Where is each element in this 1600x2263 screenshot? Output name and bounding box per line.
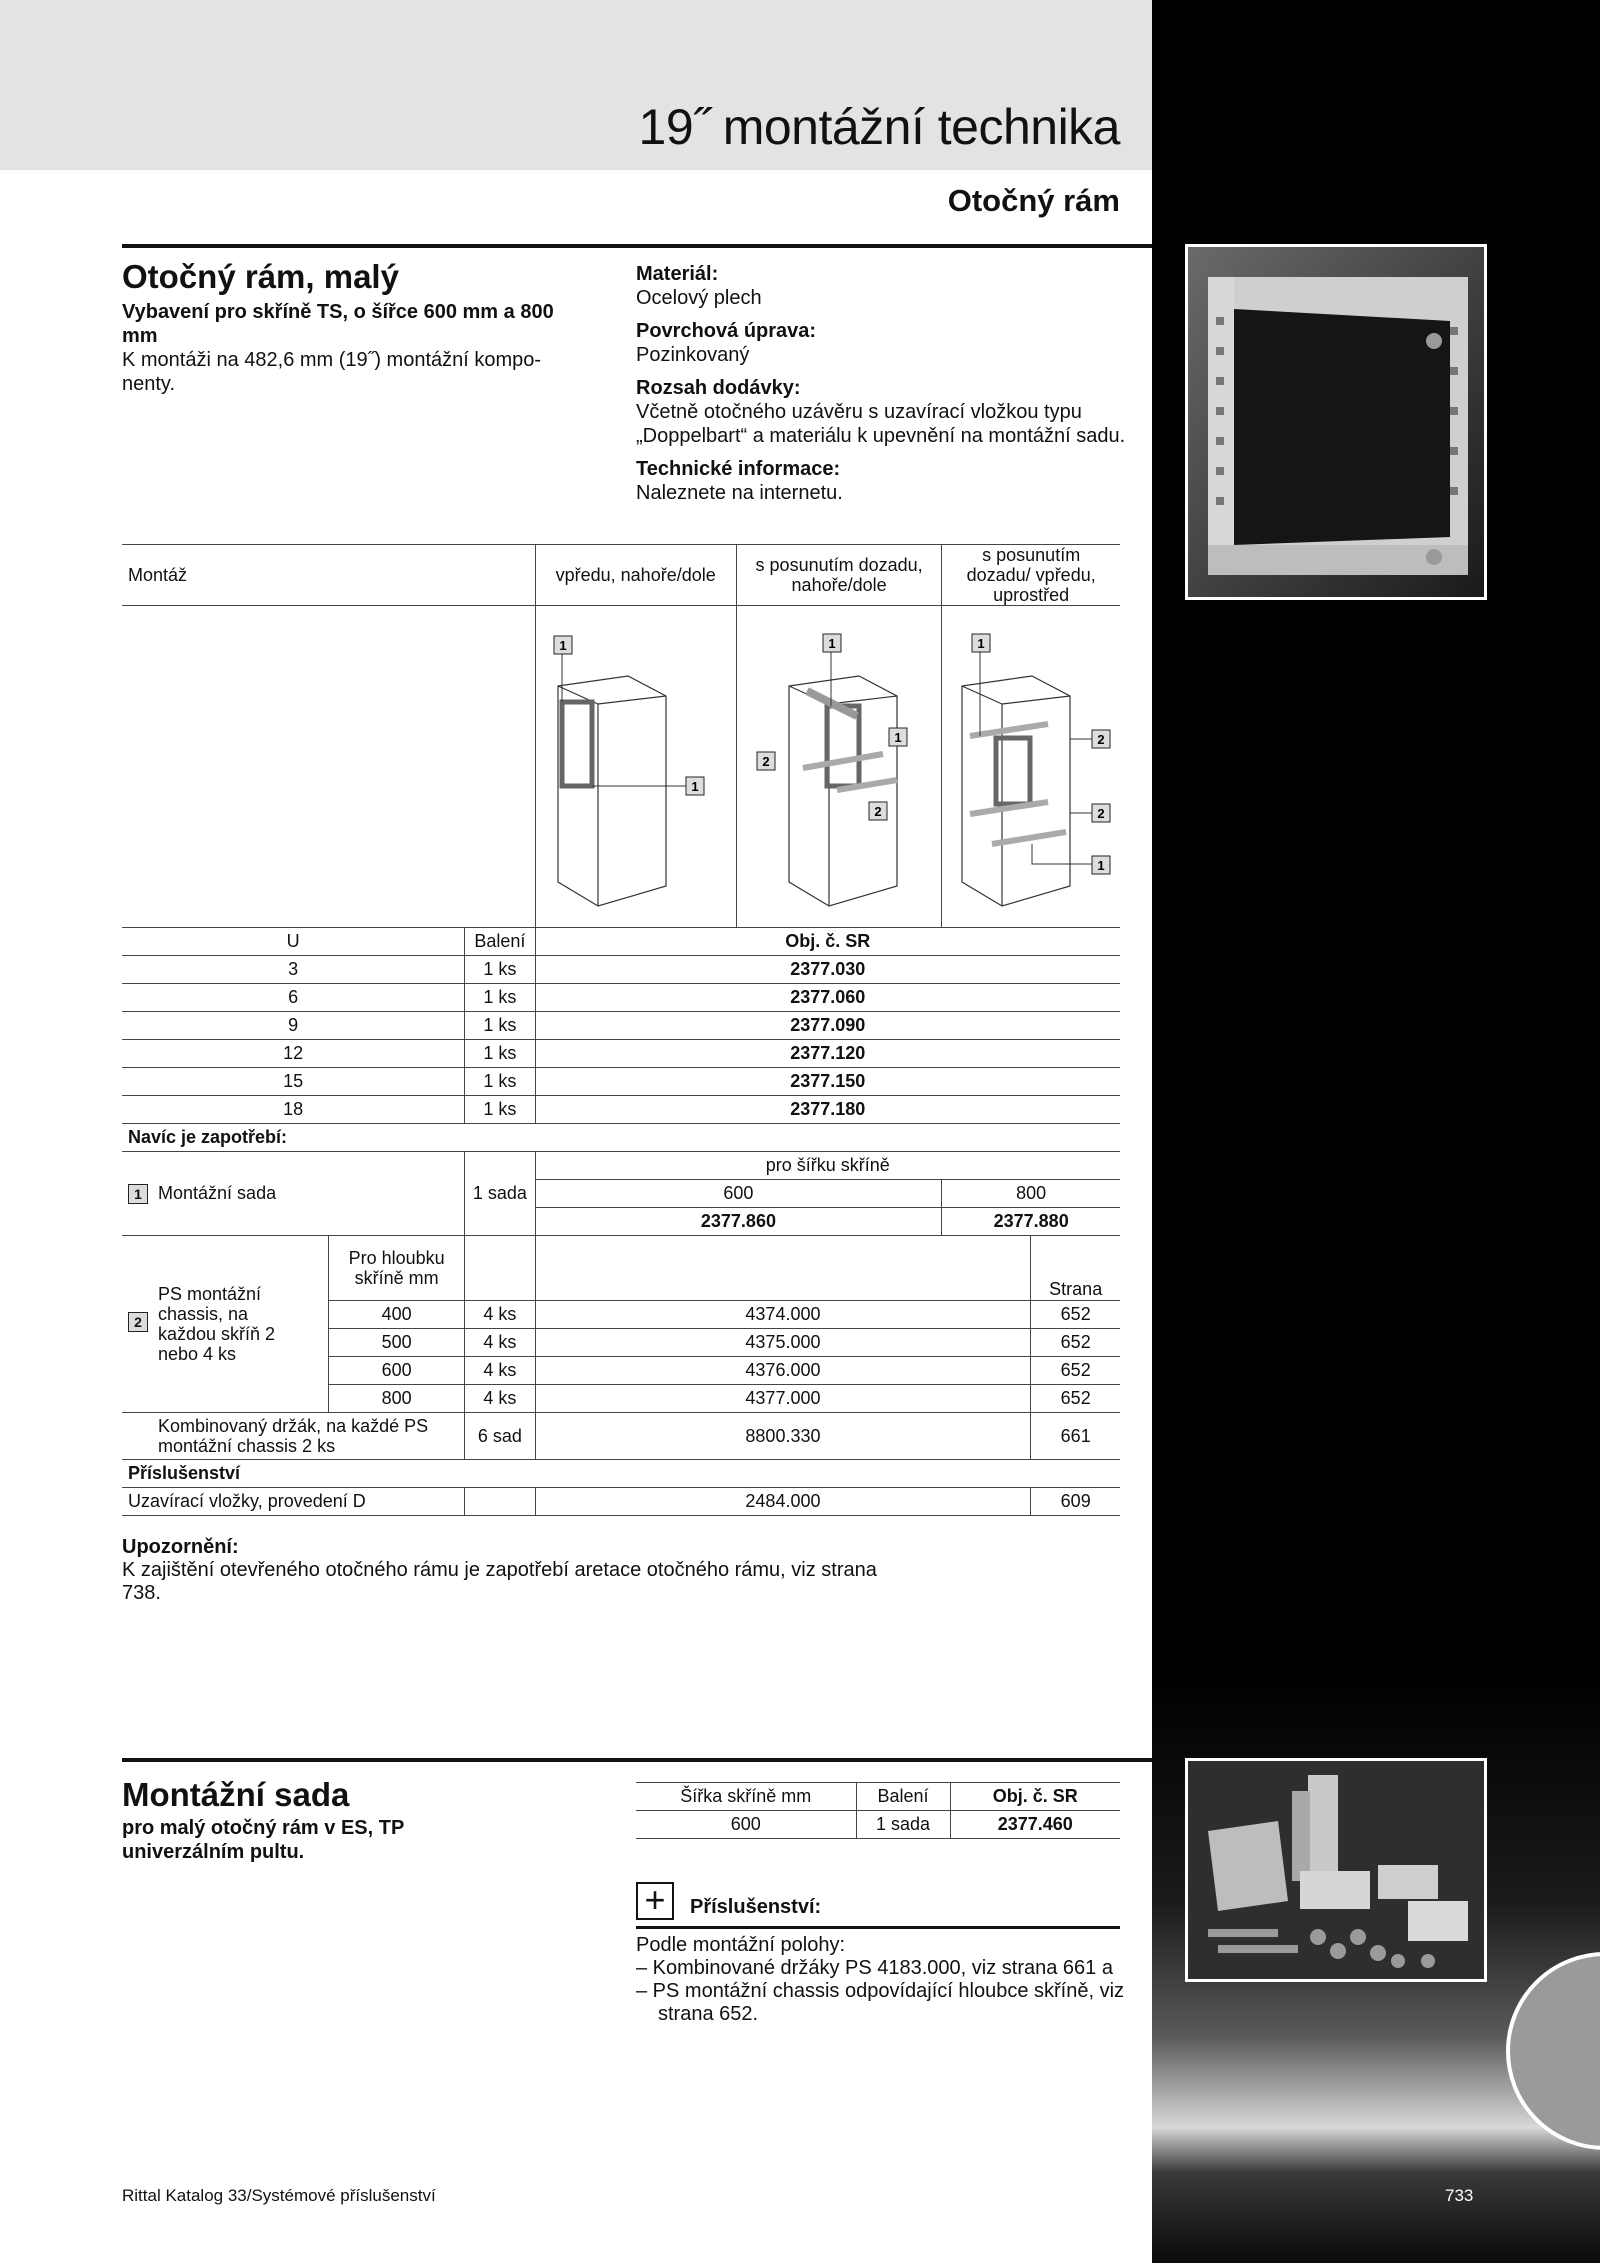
combo-strana: 661 — [1031, 1413, 1120, 1460]
mounting-kit-photo — [1185, 1758, 1487, 1982]
cell-baleni: 1 ks — [465, 956, 535, 984]
kit-width-label: pro šířku skříně — [535, 1152, 1120, 1180]
combo-name: Kombinovaný držák, na každé PS montážní chassis 2 ks — [122, 1413, 465, 1460]
spec-value: Pozinkovaný — [636, 344, 750, 366]
mount-col-header: vpředu, nahoře/dole — [535, 545, 736, 606]
cell-baleni: 1 ks — [465, 1040, 535, 1068]
mount-diagram-middle — [942, 606, 1120, 928]
svg-text:1: 1 — [690, 779, 699, 794]
combo-obj: 8800.330 — [535, 1413, 1031, 1460]
cell-depth: 800 — [329, 1385, 465, 1413]
cell-strana: 652 — [1031, 1357, 1120, 1385]
page-number: 733 — [1445, 2186, 1474, 2205]
section2-title: Montážní sada — [122, 1776, 350, 1813]
callout-number: 1 — [128, 1184, 148, 1204]
ps-depth-label: Pro hloubku skříně mm — [329, 1236, 465, 1301]
col-header-baleni: Balení — [465, 928, 535, 956]
cell-baleni: 1 sada — [856, 1811, 950, 1839]
cell-obj: 2377.060 — [535, 984, 1120, 1012]
plus-icon: + — [636, 1882, 674, 1920]
ps-row-label — [122, 1236, 329, 1413]
swing-frame-photo — [1185, 244, 1487, 600]
cell-u: 9 — [122, 1012, 465, 1040]
kit-width: 600 — [535, 1180, 942, 1208]
cell-u: 12 — [122, 1040, 465, 1068]
cell-u: 6 — [122, 984, 465, 1012]
cell-obj: 2377.460 — [950, 1811, 1120, 1839]
list-item: – Kombinované držáky PS 4183.000, viz strana 661 a — [636, 1957, 1113, 1979]
swing-frame-image — [1188, 247, 1484, 597]
spec-item — [636, 376, 1136, 448]
table-row — [122, 1096, 1120, 1124]
kit-width: 800 — [942, 1180, 1120, 1208]
page-subtitle: Otočný rám — [947, 183, 1120, 218]
cell-baleni: 4 ks — [465, 1385, 535, 1413]
section1-subtitle: Vybavení pro skříně TS, o šířce 600 mm a 800 mm — [122, 301, 554, 347]
table-row — [122, 1040, 1120, 1068]
col-header-u: U — [122, 928, 465, 956]
cell-u: 3 — [122, 956, 465, 984]
cell-strana: 652 — [1031, 1385, 1120, 1413]
svg-text:2: 2 — [762, 754, 770, 769]
cabinet-diagram-icon — [737, 606, 935, 922]
cell-strana: 652 — [1031, 1329, 1120, 1357]
page-title: 19˝ montážní technika — [638, 99, 1120, 155]
cell-obj: 4377.000 — [535, 1385, 1031, 1413]
accessories-body — [636, 1934, 1136, 2026]
footer-catalog: Rittal Katalog 33/Systémové příslušenství — [122, 2186, 436, 2205]
table-row — [122, 1012, 1120, 1040]
kit-table — [636, 1782, 1120, 1839]
cell-u: 18 — [122, 1096, 465, 1124]
svg-text:1: 1 — [828, 636, 836, 651]
kit-name: Montážní sada — [158, 1182, 277, 1203]
cell-obj: 2377.120 — [535, 1040, 1120, 1068]
accessories-title: Příslušenství: — [690, 1896, 822, 1918]
cell-obj: 4376.000 — [535, 1357, 1031, 1385]
spec-item — [636, 457, 1136, 505]
section1-title: Otočný rám, malý — [122, 258, 399, 295]
section-divider — [122, 244, 1152, 248]
accessories-intro: Podle montážní polohy: — [636, 1934, 846, 1956]
cell-baleni: 1 ks — [465, 984, 535, 1012]
note-block — [122, 1536, 902, 1605]
cabinet-diagram-icon — [942, 606, 1114, 922]
mounting-kit-image — [1188, 1761, 1484, 1979]
mount-col-header: s posunutím dozadu, nahoře/dole — [736, 545, 941, 606]
cell-baleni: 4 ks — [465, 1301, 535, 1329]
cell-u: 15 — [122, 1068, 465, 1096]
svg-text:2: 2 — [874, 804, 882, 819]
cell-depth: 600 — [329, 1357, 465, 1385]
cell-depth: 400 — [329, 1301, 465, 1329]
strana-label: Strana — [1031, 1236, 1120, 1301]
cell-obj: 2377.090 — [535, 1012, 1120, 1040]
cell-baleni: 1 ks — [465, 1096, 535, 1124]
section2-subtitle: pro malý otočný rám v ES, TP univerzálním pultu. — [122, 1817, 404, 1863]
callout-number: 2 — [128, 1312, 148, 1332]
cell-depth: 500 — [329, 1329, 465, 1357]
svg-text:1: 1 — [894, 730, 902, 745]
cell-baleni: 1 ks — [465, 1012, 535, 1040]
spec-value: Naleznete na internetu. — [636, 482, 843, 504]
extra-needed-label: Navíc je zapotřebí: — [122, 1124, 1120, 1152]
cell-width: 600 — [636, 1811, 856, 1839]
svg-text:1: 1 — [1097, 858, 1105, 873]
combo-baleni: 6 sad — [465, 1413, 535, 1460]
note-label: Upozornění: — [122, 1536, 239, 1558]
lock-strana: 609 — [1031, 1488, 1120, 1516]
mount-col-header: s posunutím dozadu/ vpředu, uprostřed — [942, 545, 1120, 606]
cabinet-diagram-icon — [536, 606, 730, 922]
svg-text:1: 1 — [558, 638, 567, 653]
spec-label: Materiál: — [636, 263, 719, 285]
section1-description: K montáži na 482,6 mm (19˝) montážní kompo-nenty. — [122, 349, 542, 395]
cell-baleni: 4 ks — [465, 1329, 535, 1357]
cell-baleni: 1 ks — [465, 1068, 535, 1096]
kit-col-header: Šířka skříně mm — [636, 1783, 856, 1811]
col-header-obj: Obj. č. SR — [535, 928, 1120, 956]
product-table — [122, 544, 1120, 1516]
spec-list — [636, 262, 1136, 514]
cell-obj: 2377.180 — [535, 1096, 1120, 1124]
cell-baleni: 4 ks — [465, 1357, 535, 1385]
spec-label: Povrchová úprava: — [636, 320, 817, 342]
cell-obj: 2377.030 — [535, 956, 1120, 984]
spec-value: Ocelový plech — [636, 287, 762, 309]
accessories-label: Příslušenství — [122, 1460, 1120, 1488]
cell-obj: 2377.150 — [535, 1068, 1120, 1096]
spec-label: Technické informace: — [636, 458, 841, 480]
mount-diagram-front — [535, 606, 736, 928]
cell-obj: 4375.000 — [535, 1329, 1031, 1357]
table-row — [636, 1811, 1120, 1839]
note-text: K zajištění otevřeného otočného rámu je zapotřebí aretace otočného rámu, viz strana 738. — [122, 1559, 877, 1604]
spec-item — [636, 262, 1136, 310]
lock-obj: 2484.000 — [535, 1488, 1031, 1516]
kit-obj: 2377.880 — [942, 1208, 1120, 1236]
svg-text:2: 2 — [1097, 806, 1105, 821]
kit-baleni: 1 sada — [465, 1152, 535, 1236]
table-row — [122, 1413, 1120, 1460]
ps-name: PS montážní chassis, na každou skříň 2 nebo 4 ks — [158, 1284, 276, 1364]
table-row — [122, 984, 1120, 1012]
table-row — [122, 956, 1120, 984]
lock-name: Uzavírací vložky, provedení D — [122, 1488, 465, 1516]
cell-strana: 652 — [1031, 1301, 1120, 1329]
kit-col-header: Balení — [856, 1783, 950, 1811]
montaz-label: Montáž — [122, 545, 535, 606]
kit-col-header: Obj. č. SR — [950, 1783, 1120, 1811]
section-divider — [122, 1758, 1152, 1762]
spec-item — [636, 319, 1136, 367]
accessories-header — [636, 1880, 1120, 1929]
kit-obj: 2377.860 — [535, 1208, 942, 1236]
list-item: – PS montážní chassis odpovídající hloubce skříně, viz strana 652. — [636, 1980, 1125, 2025]
table-row — [122, 1068, 1120, 1096]
svg-text:1: 1 — [977, 636, 985, 651]
cell-obj: 4374.000 — [535, 1301, 1031, 1329]
kit-row-label — [122, 1152, 465, 1236]
table-row — [122, 1488, 1120, 1516]
mount-diagram-rear — [736, 606, 941, 928]
svg-text:2: 2 — [1097, 732, 1105, 747]
spec-value: Včetně otočného uzávěru s uzavírací vložkou typu „Doppelbart“ a materiálu k upevnění na montážní sadu. — [636, 401, 1126, 447]
spec-label: Rozsah dodávky: — [636, 377, 801, 399]
